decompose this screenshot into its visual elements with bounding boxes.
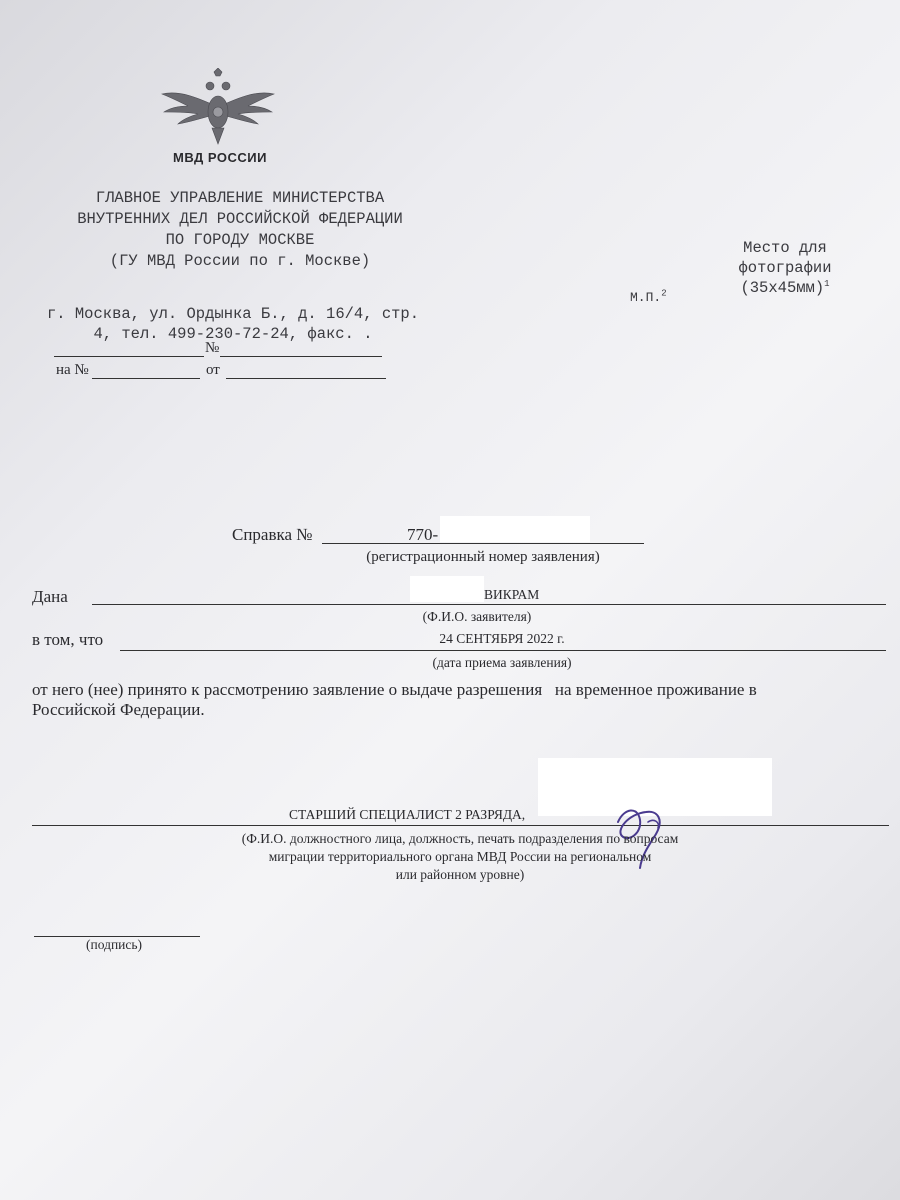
given-label: Дана <box>32 587 68 606</box>
photo-placeholder <box>700 238 870 298</box>
signature-caption: (подпись) <box>86 937 143 952</box>
application-date: 24 СЕНТЯБРЯ 2022 г. <box>439 631 565 646</box>
photo-line-with-footnote <box>700 278 870 298</box>
ref-date-label: от <box>206 362 220 378</box>
body-text-line-2: Российской Федерации. <box>32 700 205 719</box>
address-line: г. Москва, ул. Ордынка Б., д. 16/4, стр. <box>46 305 420 323</box>
stamp-label: М.П. <box>630 290 662 305</box>
reg-number-caption: (регистрационный номер заявления) <box>366 549 600 565</box>
official-caption-line: миграции территориального органа МВД России на региональном <box>268 849 652 864</box>
double-headed-eagle-emblem-icon <box>158 68 278 148</box>
reg-number-prefix: 770- <box>407 525 439 544</box>
official-line <box>32 825 889 826</box>
applicant-caption: (Ф.И.О. заявителя) <box>422 609 532 624</box>
in-that-label: в том, что <box>32 630 104 649</box>
ref-number-label: на № <box>56 362 89 378</box>
reg-number-line <box>322 543 644 544</box>
official-caption-line: (Ф.И.О. должностного лица, должность, печать подразделения по вопросам <box>241 831 679 846</box>
address-line: 4, тел. 499-230-72-24, факс. . <box>93 325 373 343</box>
photo-line: (35х45мм) <box>740 279 825 297</box>
outgoing-number-line <box>54 356 204 357</box>
org-line: ПО ГОРОДУ МОСКВЕ <box>165 231 315 249</box>
official-caption <box>150 830 770 884</box>
org-line: (ГУ МВД России по г. Москве) <box>109 252 371 270</box>
reg-number-redaction <box>440 516 590 542</box>
org-address <box>28 304 438 344</box>
org-line: ВНУТРЕННИХ ДЕЛ РОССИЙСКОЙ ФЕДЕРАЦИИ <box>77 210 403 228</box>
photo-line: Место для <box>743 239 827 257</box>
stamp-footnote: 2 <box>661 288 667 299</box>
outgoing-number-line-2 <box>220 356 382 357</box>
date-line <box>120 650 886 651</box>
stamp-place-label <box>630 290 667 305</box>
body-text-line-1: от него (нее) принято к рассмотрению заявление о выдаче разрешения на временное проживание в <box>32 680 757 699</box>
applicant-name-redaction <box>410 576 484 602</box>
ref-date-line <box>226 378 386 379</box>
photo-line: фотографии <box>738 259 832 277</box>
official-position: СТАРШИЙ СПЕЦИАЛИСТ 2 РАЗРЯДА, <box>289 807 526 822</box>
applicant-line <box>92 604 886 605</box>
official-caption-line: или районном уровне) <box>395 867 525 882</box>
applicant-name: ВИКРАМ <box>484 587 540 602</box>
org-short-name: МВД РОССИИ <box>173 150 267 165</box>
ref-number-line <box>92 378 200 379</box>
photo-footnote: 1 <box>824 278 830 289</box>
org-line: ГЛАВНОЕ УПРАВЛЕНИЕ МИНИСТЕРСТВА <box>95 189 385 207</box>
certificate-title: Справка № <box>232 525 313 544</box>
org-full-name <box>30 188 450 272</box>
number-label: № <box>205 340 220 356</box>
date-caption: (дата приема заявления) <box>432 655 572 670</box>
